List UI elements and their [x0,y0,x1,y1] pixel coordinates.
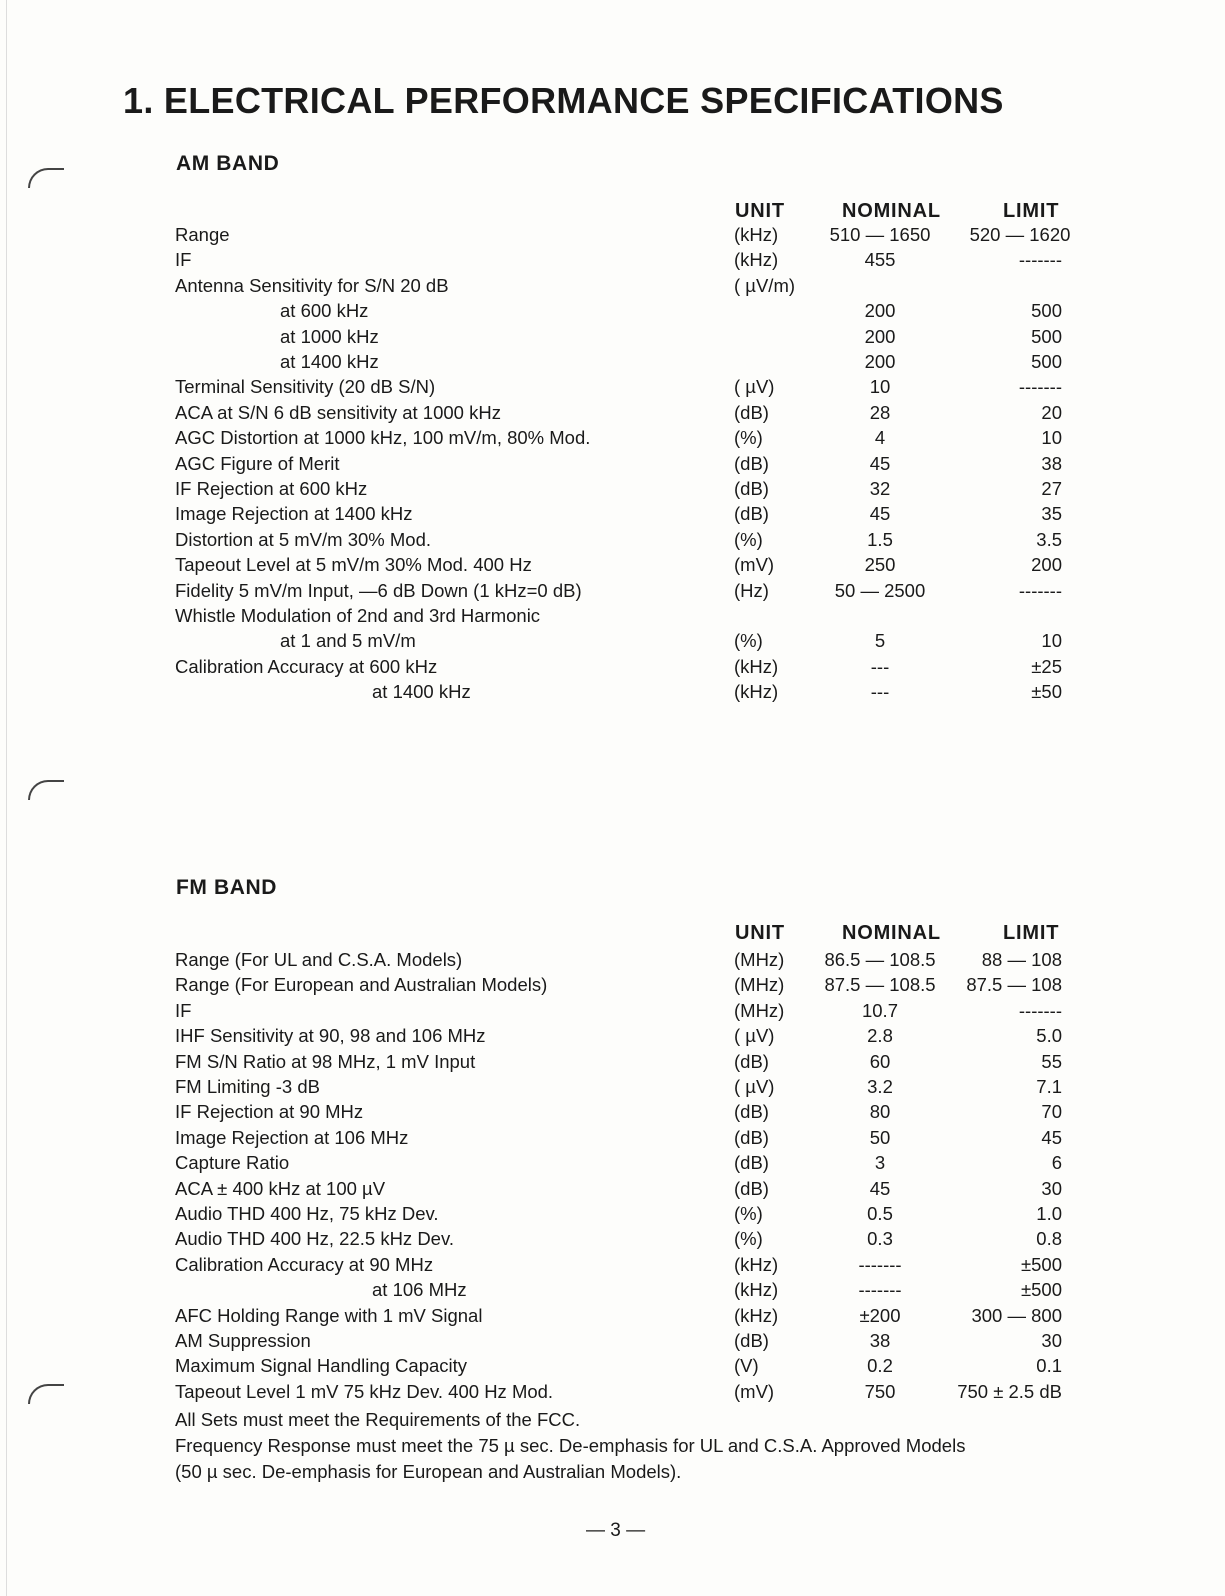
spec-row [0,1252,1225,1277]
spec-nominal: 45 [869,503,891,525]
spec-unit: (mV) [734,1380,775,1402]
spec-nominal: 10 [869,376,891,398]
spec-row [0,1379,1225,1404]
spec-label: Image Rejection at 1400 kHz [175,503,413,525]
spec-row [0,1328,1225,1353]
spec-row [0,603,1225,628]
spec-unit: (MHz) [734,949,785,970]
spec-label: ACA ± 400 kHz at 100 µV [175,1177,386,1199]
spec-row [0,972,1225,997]
spec-row [0,1150,1225,1175]
spec-limit: 520 — 1620 [969,224,1071,245]
spec-limit: 20 [1041,401,1062,423]
spec-label: AFC Holding Range with 1 mV Signal [175,1304,483,1326]
spec-row [0,273,1225,298]
spec-nominal: 50 [869,1126,891,1148]
spec-label: AM Suppression [175,1330,311,1351]
spec-row [0,1303,1225,1328]
spec-label: at 1000 kHz [280,325,379,347]
spec-nominal: 510 — 1650 [829,224,931,245]
spec-limit: 500 [1031,351,1062,372]
spec-unit: (dB) [734,1330,769,1351]
spec-limit: 87.5 — 108 [966,974,1062,996]
fm-col-unit: UNIT [735,922,785,944]
spec-limit: 45 [1041,1126,1062,1148]
spec-unit: (dB) [734,1177,769,1199]
spec-nominal: --- [870,681,890,703]
fm-note: All Sets must meet the Requirements of the FCC. [175,1409,581,1430]
spec-unit: (%) [734,427,763,449]
spec-nominal: 5 [874,630,886,652]
punch-hole-mark [28,780,64,800]
spec-label: Tapeout Level at 5 mV/m 30% Mod. 400 Hz [175,554,532,576]
spec-label: Antenna Sensitivity for S/N 20 dB [175,274,449,296]
spec-label: IHF Sensitivity at 90, 98 and 106 MHz [175,1025,486,1047]
spec-row [0,451,1225,476]
spec-nominal: 38 [869,1330,891,1351]
spec-nominal: 45 [869,452,891,474]
spec-label: Whistle Modulation of 2nd and 3rd Harmonic [175,605,541,626]
spec-label: Capture Ratio [175,1152,290,1174]
spec-unit: (dB) [734,1152,769,1174]
spec-row [0,324,1225,349]
spec-label: Audio THD 400 Hz, 22.5 kHz Dev. [175,1228,454,1250]
spec-row [0,400,1225,425]
spec-nominal: 3.2 [867,1076,893,1097]
spec-row [0,654,1225,679]
spec-row [0,1023,1225,1048]
spec-limit: ±500 [1020,1279,1062,1301]
spec-row [0,501,1225,526]
spec-unit: (kHz) [734,681,779,703]
spec-nominal: 0.5 [867,1203,893,1224]
spec-limit: ------- [1018,249,1062,271]
spec-limit: 30 [1041,1330,1062,1351]
spec-label: AGC Figure of Merit [175,452,340,474]
page-title: 1. ELECTRICAL PERFORMANCE SPECIFICATIONS [123,80,1004,121]
spec-row [0,552,1225,577]
spec-limit: 0.8 [1036,1228,1062,1250]
spec-nominal: --- [870,655,890,677]
spec-label: Calibration Accuracy at 600 kHz [175,655,438,677]
spec-label: Terminal Sensitivity (20 dB S/N) [175,376,436,398]
spec-row [0,998,1225,1023]
spec-unit: (Hz) [734,579,769,601]
spec-unit: (kHz) [734,224,779,245]
spec-unit: (kHz) [734,655,779,677]
spec-label: Range [175,224,230,245]
spec-limit: 1.0 [1036,1203,1062,1224]
spec-limit: 6 [1051,1152,1062,1174]
spec-label: at 1400 kHz [280,351,379,372]
spec-label: IF Rejection at 600 kHz [175,478,368,499]
spec-label: IF [175,999,192,1021]
spec-row [0,374,1225,399]
spec-unit: ( µV/m) [734,274,796,296]
spec-nominal: 10.7 [861,999,898,1021]
spec-unit: (%) [734,630,763,652]
spec-unit: (MHz) [734,974,785,996]
spec-unit: (kHz) [734,249,779,271]
spec-nominal: 200 [864,325,896,347]
spec-nominal: 86.5 — 108.5 [824,949,936,970]
spec-limit: 38 [1041,452,1062,474]
spec-unit: (kHz) [734,1279,779,1301]
spec-limit: 750 ± 2.5 dB [957,1380,1062,1402]
spec-nominal: 4 [874,427,886,449]
spec-unit: (dB) [734,478,769,499]
spec-label: at 600 kHz [280,300,369,322]
spec-limit: 300 — 800 [971,1304,1062,1326]
spec-label: Range (For UL and C.S.A. Models) [175,949,463,970]
spec-unit: (kHz) [734,1304,779,1326]
spec-row [0,628,1225,653]
spec-row [0,1074,1225,1099]
spec-limit: 200 [1031,554,1062,576]
spec-row [0,476,1225,501]
spec-nominal: 2.8 [867,1025,893,1047]
spec-label: Fidelity 5 mV/m Input, —6 dB Down (1 kHz=0 dB) [175,579,582,601]
spec-nominal: 45 [869,1177,891,1199]
spec-limit: 30 [1041,1177,1062,1199]
fm-note: (50 µ sec. De-emphasis for European and Australian Models). [175,1461,682,1482]
fm-band-heading: FM BAND [176,876,278,899]
spec-unit: (dB) [734,1126,769,1148]
spec-label: Calibration Accuracy at 90 MHz [175,1253,434,1275]
spec-limit: 27 [1041,478,1062,499]
spec-row [0,1125,1225,1150]
spec-limit: 10 [1041,630,1062,652]
spec-limit: 10 [1041,427,1062,449]
spec-limit: ±25 [1031,655,1062,677]
spec-nominal: 87.5 — 108.5 [824,974,936,996]
spec-limit: ------- [1018,376,1062,398]
spec-unit: (MHz) [734,999,785,1021]
spec-label: Tapeout Level 1 mV 75 kHz Dev. 400 Hz Mod. [175,1380,554,1402]
spec-label: Distortion at 5 mV/m 30% Mod. [175,528,432,550]
spec-nominal: 200 [864,351,896,372]
spec-row [0,947,1225,972]
spec-label: AGC Distortion at 1000 kHz, 100 mV/m, 80% Mod. [175,427,591,449]
spec-unit: (%) [734,528,763,550]
spec-nominal: 1.5 [867,528,893,550]
spec-unit: (mV) [734,554,775,576]
spec-label: ACA at S/N 6 dB sensitivity at 1000 kHz [175,401,501,423]
spec-label: Audio THD 400 Hz, 75 kHz Dev. [175,1203,439,1224]
spec-limit: 0.1 [1036,1355,1062,1377]
spec-nominal: ------- [858,1253,902,1275]
spec-nominal: ±200 [859,1304,901,1326]
spec-unit: (dB) [734,401,769,423]
spec-label: IF [175,249,192,271]
spec-limit: ±50 [1031,681,1062,703]
spec-limit: 70 [1041,1101,1062,1123]
spec-unit: (dB) [734,1101,769,1123]
fm-note: Frequency Response must meet the 75 µ sec. De-emphasis for UL and C.S.A. Approved Models [175,1435,966,1456]
spec-label: at 106 MHz [372,1279,467,1301]
spec-unit: (%) [734,1228,763,1250]
spec-row [0,1226,1225,1251]
spec-row [0,222,1225,247]
spec-label: Maximum Signal Handling Capacity [175,1355,468,1377]
spec-row [0,1176,1225,1201]
am-col-unit: UNIT [735,200,785,222]
am-col-nominal: NOMINAL [842,200,941,222]
spec-label: IF Rejection at 90 MHz [175,1101,364,1123]
spec-unit: ( µV) [734,1076,775,1097]
spec-nominal: 32 [869,478,891,499]
spec-limit: 5.0 [1036,1025,1062,1047]
spec-limit: 500 [1031,300,1062,322]
spec-unit: (dB) [734,1050,769,1072]
am-band-heading: AM BAND [176,152,280,175]
spec-nominal: 455 [864,249,896,271]
spec-limit: 3.5 [1036,528,1062,550]
spec-nominal: 750 [864,1380,896,1402]
spec-row [0,1201,1225,1226]
spec-nominal: 80 [869,1101,891,1123]
spec-limit: 7.1 [1036,1076,1062,1097]
spec-nominal: 3 [874,1152,886,1174]
spec-limit: 35 [1041,503,1062,525]
spec-unit: ( µV) [734,376,775,398]
spec-limit: 500 [1031,325,1062,347]
spec-limit: ±500 [1020,1253,1062,1275]
spec-row [0,349,1225,374]
spec-row [0,425,1225,450]
spec-label: at 1400 kHz [372,681,471,703]
spec-row [0,578,1225,603]
spec-nominal: 60 [869,1050,891,1072]
spec-row [0,1277,1225,1302]
spec-row [0,679,1225,704]
spec-nominal: 200 [864,300,896,322]
spec-limit: ------- [1018,579,1062,601]
fm-col-limit: LIMIT [1003,922,1060,944]
spec-row [0,1353,1225,1378]
spec-label: at 1 and 5 mV/m [280,630,416,652]
punch-hole-mark [28,168,64,188]
spec-row [0,247,1225,272]
spec-unit: ( µV) [734,1025,775,1047]
spec-unit: (dB) [734,452,769,474]
spec-limit: 55 [1041,1050,1062,1072]
spec-label: FM S/N Ratio at 98 MHz, 1 mV Input [175,1050,476,1072]
spec-nominal: 0.2 [867,1355,893,1377]
am-col-limit: LIMIT [1003,200,1060,222]
spec-nominal: 28 [869,401,891,423]
spec-nominal: 250 [864,554,896,576]
spec-unit: (dB) [734,503,769,525]
spec-unit: (V) [734,1355,759,1377]
spec-row [0,1049,1225,1074]
spec-limit: ------- [1018,999,1062,1021]
spec-unit: (kHz) [734,1253,779,1275]
spec-limit: 88 — 108 [981,949,1062,970]
spec-label: FM Limiting -3 dB [175,1076,320,1097]
spec-label: Image Rejection at 106 MHz [175,1126,409,1148]
spec-unit: (%) [734,1203,763,1224]
spec-nominal: 50 — 2500 [834,579,926,601]
spec-row [0,527,1225,552]
spec-nominal: 0.3 [867,1228,893,1250]
spec-row [0,298,1225,323]
fm-col-nominal: NOMINAL [842,922,941,944]
spec-nominal: ------- [858,1279,902,1301]
page-number: — 3 — [586,1520,646,1541]
spec-row [0,1099,1225,1124]
spec-label: Range (For European and Australian Models) [175,974,548,996]
